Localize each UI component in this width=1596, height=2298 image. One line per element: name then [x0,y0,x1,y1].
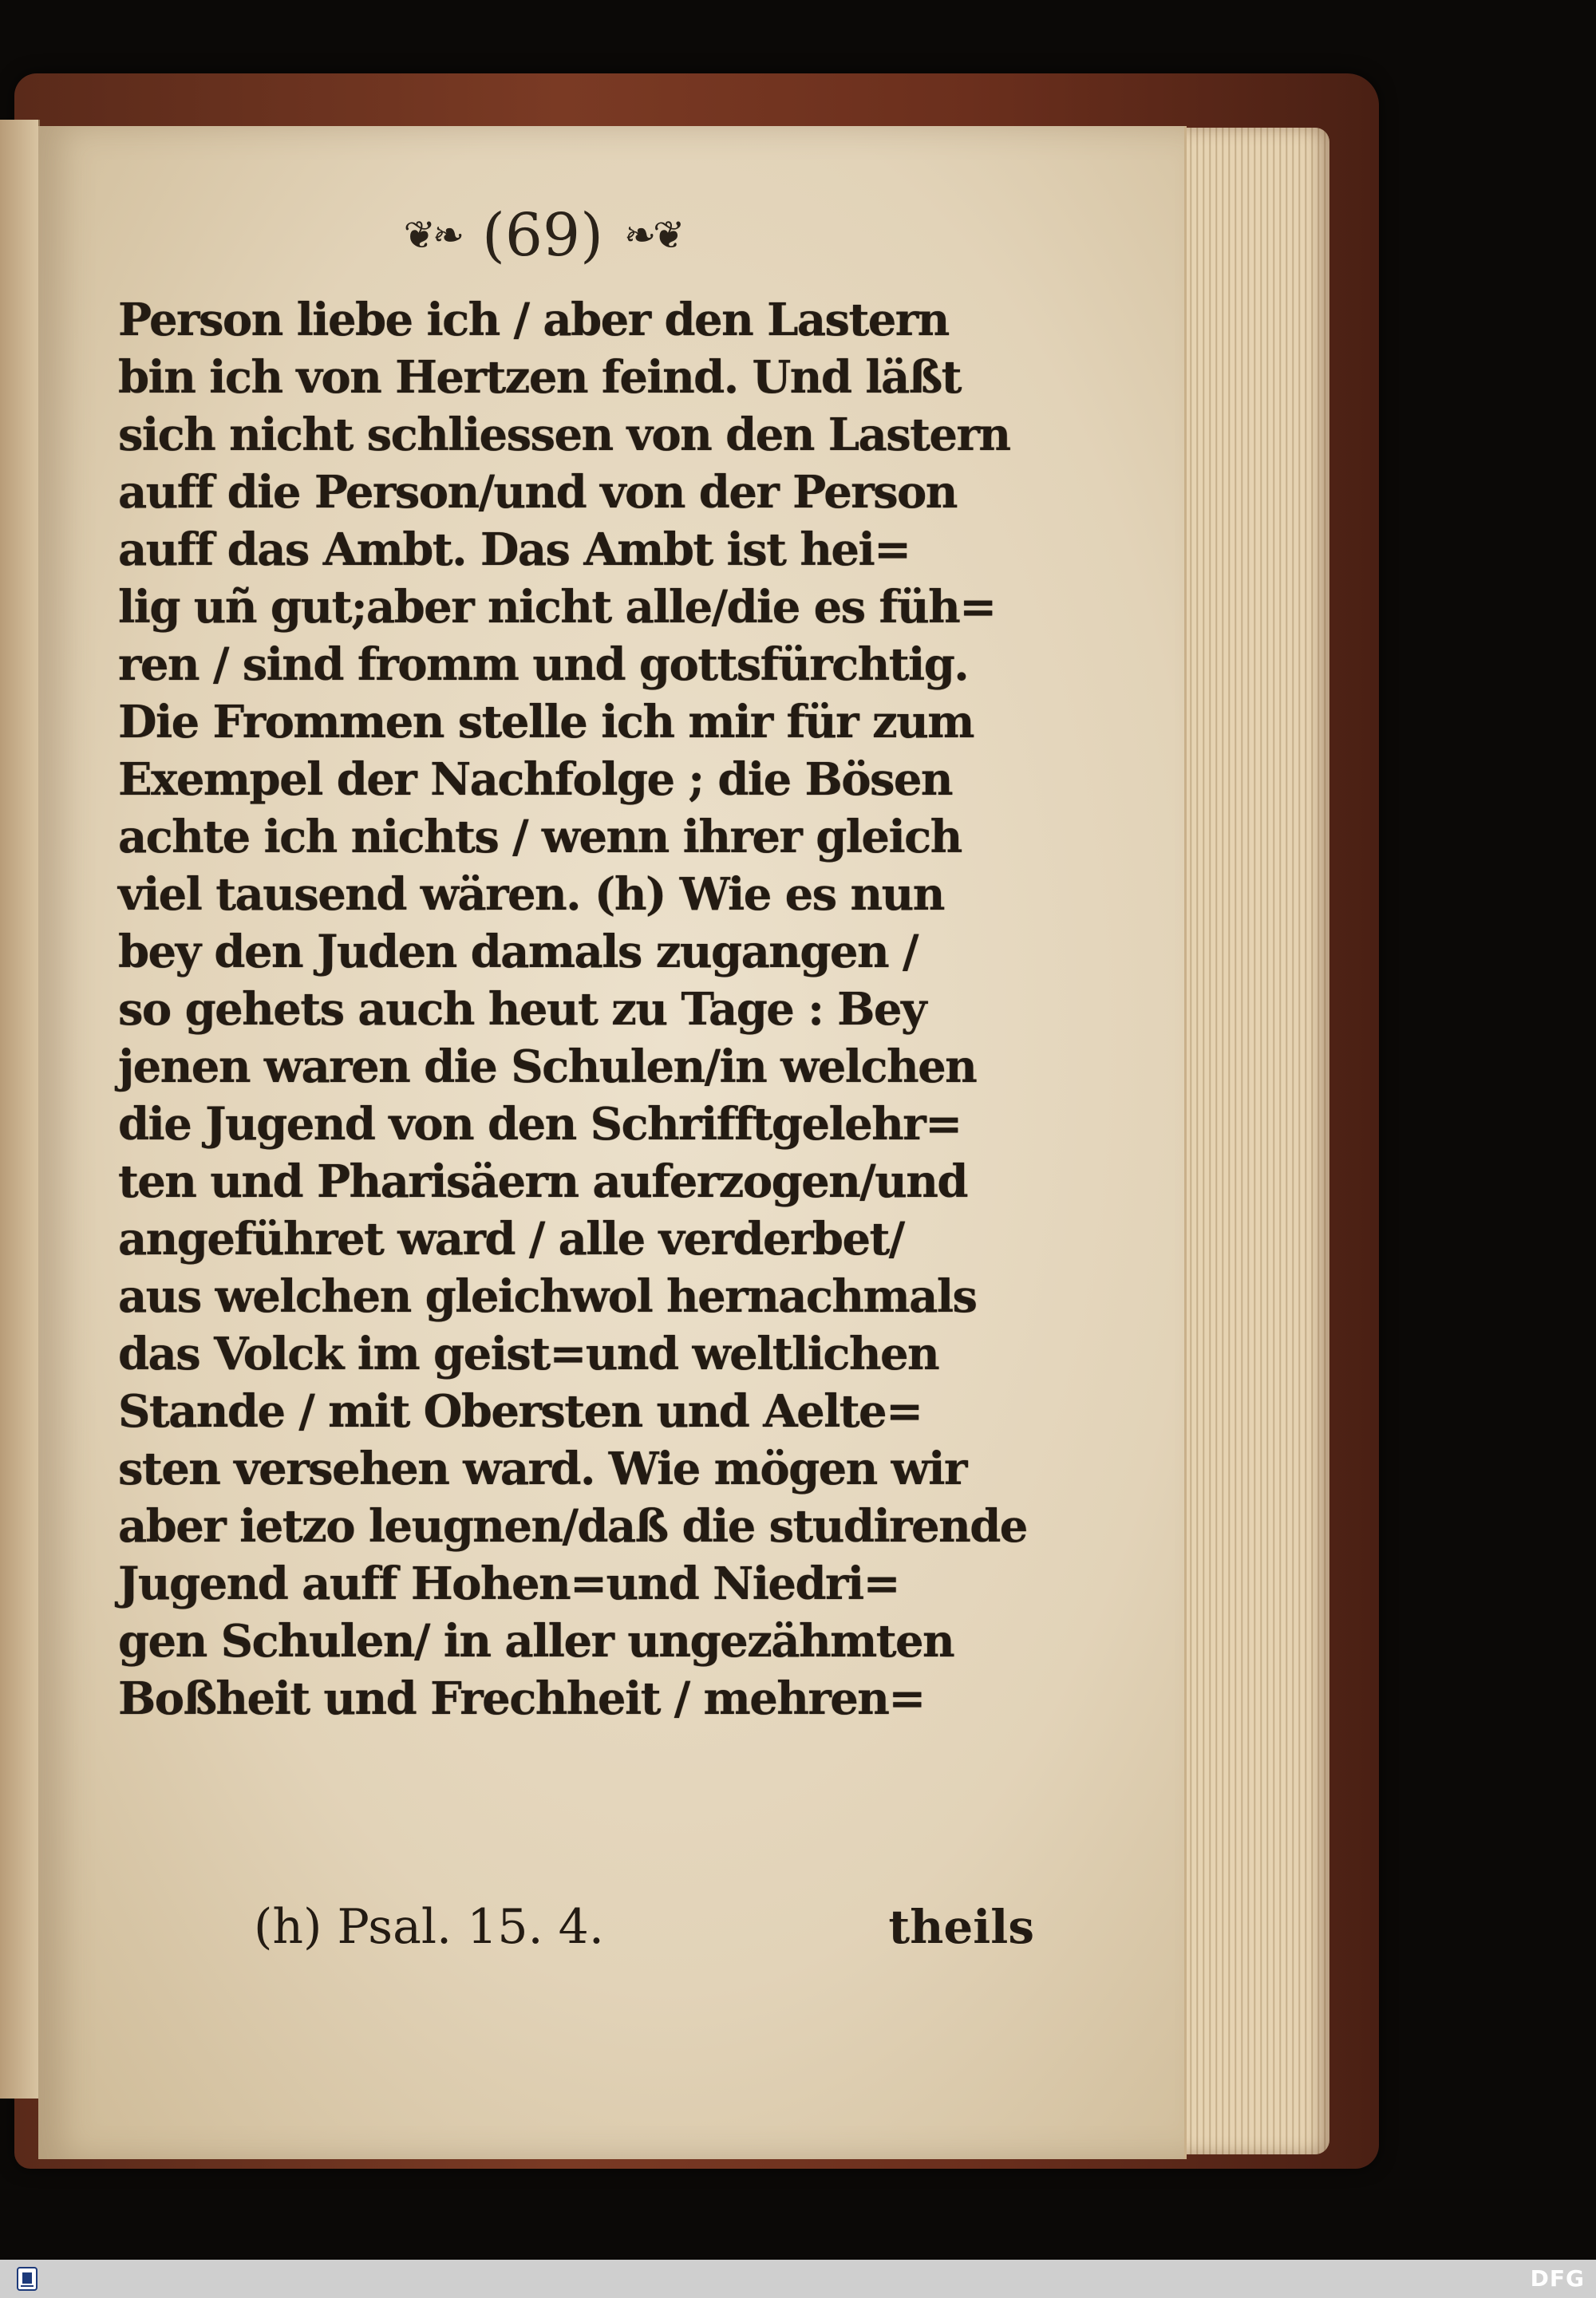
text-line: Stande / mit Obersten und Aelte= [118,1385,922,1438]
catchword: theils [888,1900,1034,1954]
text-line: auff das Ambt. Das Ambt ist hei= [118,523,911,576]
text-line: viel tausend wären. (h) Wie es nun [118,868,944,921]
text-line: achte ich nichts / wenn ihrer gleich [118,811,962,863]
dfg-logo[interactable]: DFG [1530,2265,1585,2292]
text-line: Boßheit und Frechheit / mehren= [118,1672,925,1725]
text-line: Exempel der Nachfolge ; die Bösen [118,753,953,806]
text-line: Jugend auff Hohen=und Niedri= [118,1558,899,1610]
text-line: aus welchen gleichwol hernachmals [118,1270,977,1323]
main-text [118,291,1028,1727]
page-stack-edge [1179,128,1329,2154]
text-line: das Volck im geist=und weltlichen [118,1328,939,1380]
page-footer [254,1893,1034,1961]
previous-page-edge [0,120,40,2099]
text-line: die Jugend von den Schrifftgelehr= [118,1098,962,1151]
text-line: sten versehen ward. Wie mögen wir [118,1443,966,1495]
text-line: bin ich von Hertzen feind. Und läßt [118,351,961,404]
ornament-right-icon: ❧❦ [623,213,682,258]
text-line: auff die Person/und von der Person [118,466,957,519]
text-line: bey den Juden damals zugangen / [118,926,918,978]
viewer-bottom-bar [0,2260,1596,2298]
text-line: jenen waren die Schulen/in welchen [118,1040,977,1093]
text-line: sich nicht schliessen von den Lastern [118,409,1010,461]
text-line: aber ietzo leugnen/daß die studirende [118,1500,1027,1553]
text-line: gen Schulen/ in aller ungezähmten [118,1615,954,1668]
text-line: so gehets auch heut zu Tage : Bey [118,983,926,1036]
page-header [319,192,766,279]
text-line: ren / sind fromm und gottsfürchtig. [118,638,969,691]
text-line: ten und Pharisäern auferzogen/und [118,1155,967,1208]
text-line: Person liebe ich / aber den Lastern [118,294,949,346]
text-line: angeführet ward / alle verderbet/ [118,1213,904,1265]
text-line: Die Frommen stelle ich mir für zum [118,696,974,748]
footnote: (h) Psal. 15. 4. [254,1899,604,1955]
page-number: (69) [482,201,603,270]
library-seal-icon[interactable] [11,2262,43,2296]
ornament-left-icon: ❦❧ [403,213,462,258]
text-line: lig uñ gut;aber nicht alle/die es füh= [118,581,996,634]
